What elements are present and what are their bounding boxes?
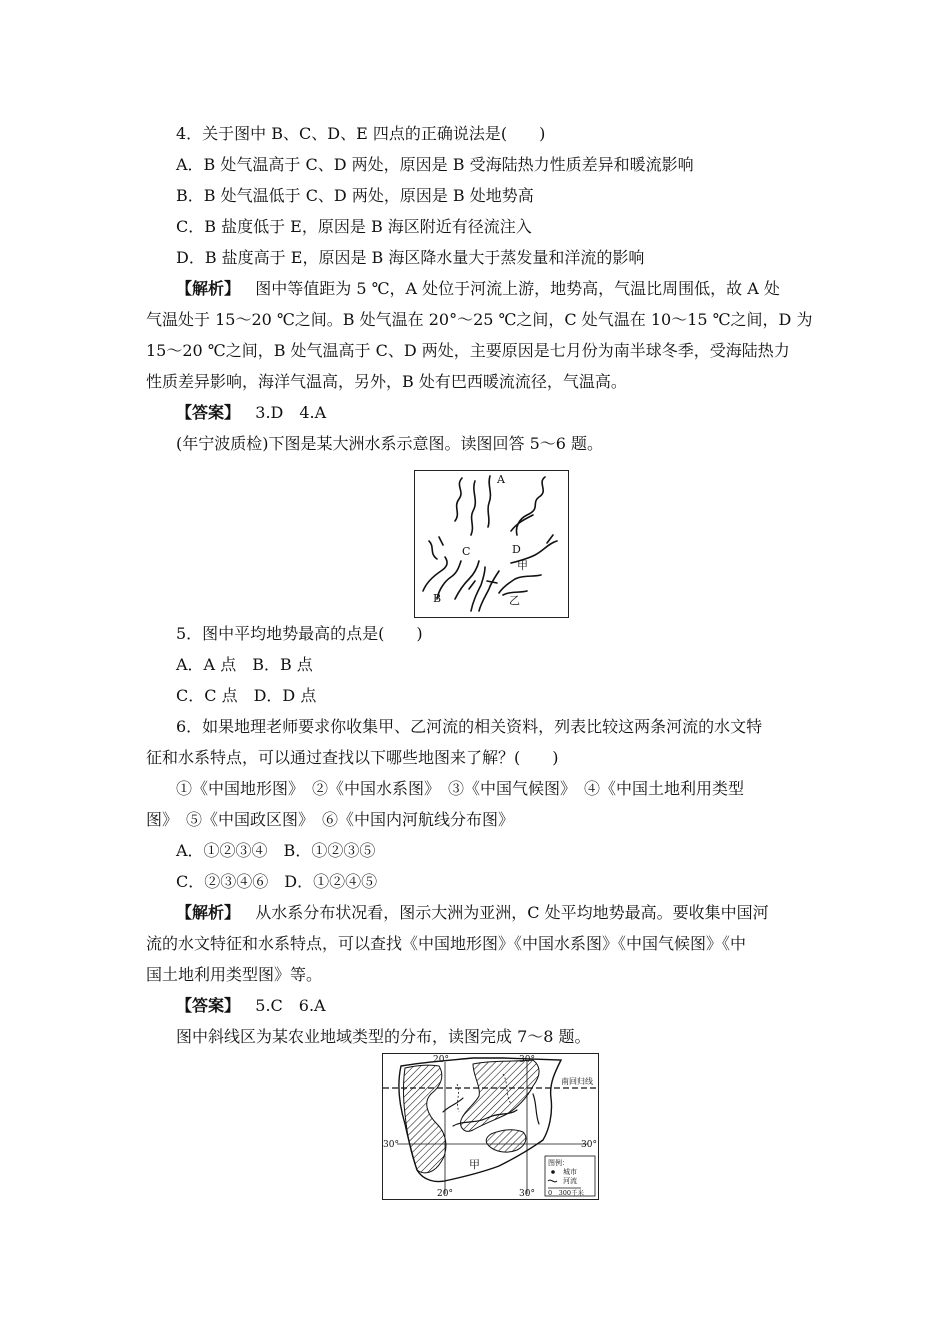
river-path xyxy=(547,535,553,543)
analysis-2-line-2: 流的水文特征和水系特点，可以查找《中国地形图》《中国水系图》《中国气候图》《中 xyxy=(146,934,747,953)
tropic-label: 南回归线 xyxy=(561,1077,593,1086)
parallel-label-30-left: 30° xyxy=(383,1140,399,1150)
answer-tag: 【答案】 xyxy=(176,403,241,422)
agriculture-map-svg xyxy=(383,1054,598,1199)
hatched-region xyxy=(486,1130,526,1152)
map-label-b: B xyxy=(433,592,442,605)
river-path xyxy=(443,1098,463,1112)
question-6-maps-2: 图》 ⑤《中国政区图》 ⑥《中国内河航线分布图》 xyxy=(146,810,515,829)
city-icon xyxy=(551,1170,555,1174)
legend-scale: 0 300千米 xyxy=(548,1189,585,1197)
river-path xyxy=(471,481,475,535)
analysis-2-line-3: 国土地利用类型图》等。 xyxy=(146,965,323,984)
question-6-maps-1: ①《中国地形图》 ②《中国水系图》 ③《中国气候图》 ④《中国土地利用类型 xyxy=(176,779,745,798)
legend-title: 图例： xyxy=(548,1159,569,1167)
agriculture-map xyxy=(382,1053,599,1200)
analysis-text: 图中等值距为 5 ℃，A 处位于河流上游，地势高，气温比周围低，故 A 处 xyxy=(255,279,780,298)
analysis-1-line-4: 性质差异影响，海洋气温高，另外，B 处有巴西暖流流径，气温高。 xyxy=(146,372,627,391)
question-5-options-ab: A．A 点 B．B 点 xyxy=(176,655,313,674)
analysis-1-line-2: 气温处于 15～20 ℃之间。B 处气温在 20°～25 ℃之间，C 处气温在 10～15 ℃之间，D 为 xyxy=(146,310,813,329)
river-path xyxy=(533,1094,539,1124)
river-path xyxy=(499,575,541,593)
meridian-label-20-bottom: 20° xyxy=(437,1189,453,1199)
question-6-options-ab: A．①②③④ B．①②③⑤ xyxy=(176,841,376,860)
map-label-jia: 甲 xyxy=(517,559,528,572)
hatched-region xyxy=(404,1065,446,1173)
river-path xyxy=(516,477,545,535)
river-path xyxy=(423,557,447,591)
answer-tag: 【答案】 xyxy=(176,996,241,1015)
question-5-options-cd: C．C 点 D．D 点 xyxy=(176,686,317,705)
river-path xyxy=(429,541,437,559)
map-label-c: C xyxy=(462,545,471,558)
river-path xyxy=(439,537,443,545)
map-label-a: A xyxy=(497,473,505,486)
question-4-option-d: D．B 盐度高于 E，原因是 B 海区降水量大于蒸发量和洋流的影响 xyxy=(176,248,645,267)
question-4-option-c: C．B 盐度低于 E，原因是 B 海区附近有径流注入 xyxy=(176,217,532,236)
answer-text: 5.C 6.A xyxy=(255,996,326,1015)
question-6-stem-2: 征和水系特点，可以通过查找以下哪些地图来了解？( ) xyxy=(146,748,559,767)
legend-river: 河流 xyxy=(563,1177,577,1185)
map-label-d: D xyxy=(512,543,521,556)
parallel-label-30-right: 30° xyxy=(581,1140,597,1150)
meridian-label-30-bottom: 30° xyxy=(519,1189,535,1199)
question-5-stem: 5．图中平均地势最高的点是( ) xyxy=(176,624,423,643)
analysis-tag: 【解析】 xyxy=(176,903,241,922)
analysis-text: 从水系分布状况看，图示大洲为亚洲，C 处平均地势最高。要收集中国河 xyxy=(255,903,769,922)
river-path xyxy=(455,478,462,521)
river-path xyxy=(487,581,497,583)
river-system-map xyxy=(414,470,569,618)
legend-city: 城市 xyxy=(563,1168,577,1176)
river-path xyxy=(469,581,475,589)
river-path xyxy=(479,571,499,611)
intro-7-8: 图中斜线区为某农业地域类型的分布，读图完成 7～8 题。 xyxy=(176,1027,591,1046)
answer-1 xyxy=(176,402,836,426)
question-4-option-a: A．B 处气温高于 C、D 两处，原因是 B 受海陆热力性质差异和暖流影响 xyxy=(176,155,694,174)
question-6-stem-1: 6．如果地理老师要求你收集甲、乙河流的相关资料，列表比较这两条河流的水文特 xyxy=(176,717,763,736)
analysis-2-line-1 xyxy=(176,902,836,926)
question-4-option-b: B．B 处气温低于 C、D 两处，原因是 B 处地势高 xyxy=(176,186,534,205)
answer-2 xyxy=(176,995,836,1019)
meridian-label-30-top: 30° xyxy=(519,1055,535,1065)
meridian-label-20-top: 20° xyxy=(433,1055,449,1065)
analysis-tag: 【解析】 xyxy=(176,279,241,298)
question-4-stem: 4．关于图中 B、C、D、E 四点的正确说法是( ) xyxy=(176,124,546,143)
analysis-1-line-1 xyxy=(176,278,836,302)
intro-5-6: (年宁波质检)下图是某大洲水系示意图。读图回答 5～6 题。 xyxy=(176,434,604,453)
question-6-options-cd: C．②③④⑥ D．①②④⑤ xyxy=(176,872,378,891)
answer-text: 3.D 4.A xyxy=(255,403,327,422)
river-system-map-svg xyxy=(415,471,568,617)
map-label-jia: 甲 xyxy=(469,1158,480,1171)
river-path xyxy=(488,476,490,527)
map-label-yi: 乙 xyxy=(509,594,520,607)
analysis-1-line-3: 15～20 ℃之间，B 处气温高于 C、D 两处，主要原因是七月份为南半球冬季，受海陆热力 xyxy=(146,341,790,360)
